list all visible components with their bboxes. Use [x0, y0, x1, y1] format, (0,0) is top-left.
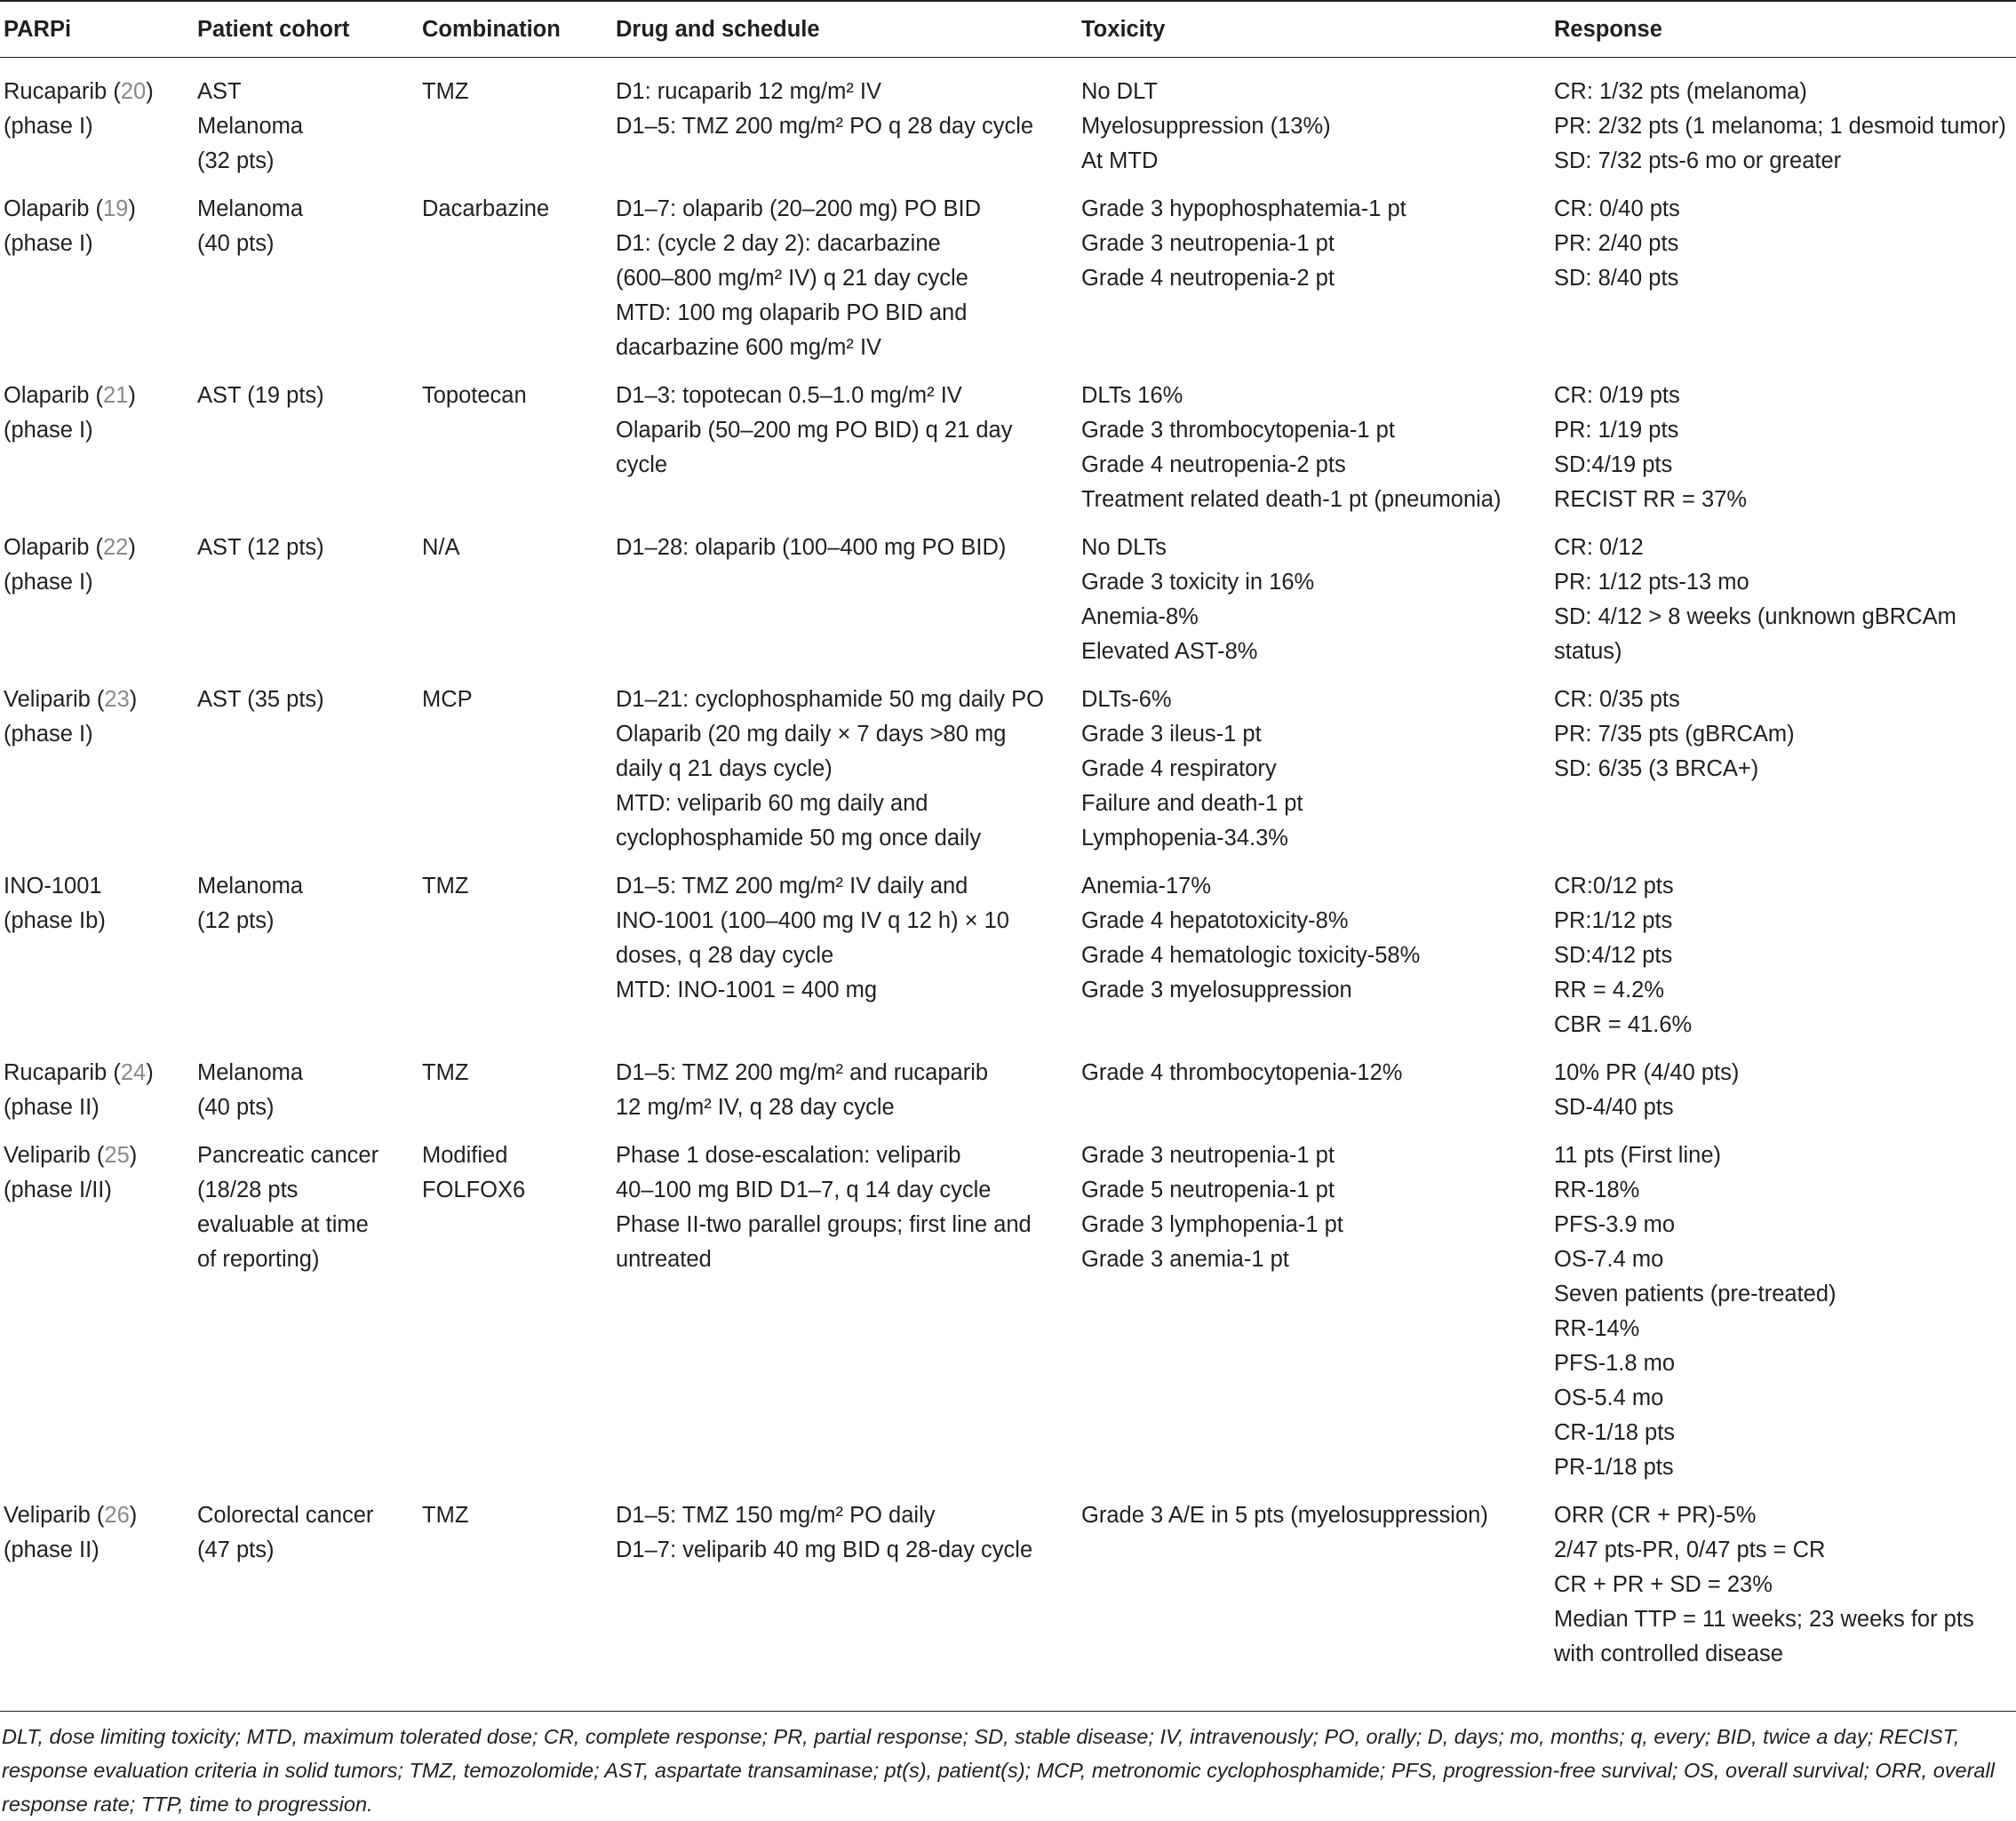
cell-line: Treatment related death-1 pt (pneumonia): [1081, 487, 1502, 512]
cell-line: [4, 109, 190, 144]
cell-line: D1: (cycle 2 day 2): dacarbazine: [616, 231, 941, 256]
cell-line: DLTs-6%: [1081, 687, 1172, 712]
patient-cohort-cell: [194, 192, 418, 379]
cell-line: INO-1001 (100–400 mg IV q 12 h) × 10: [616, 908, 1009, 933]
cell-line: Grade 4 neutropenia-2 pt: [1081, 266, 1335, 291]
drug-name: Veliparib (: [4, 1143, 105, 1168]
cell-line: [4, 1173, 190, 1208]
cell-line: CR: 1/32 pts (melanoma): [1554, 79, 1807, 104]
table-row: [0, 379, 2016, 531]
table-row: [0, 192, 2016, 379]
cell-line: MTD: INO-1001 = 400 mg: [616, 978, 878, 1002]
cell-line: RECIST RR = 37%: [1554, 487, 1748, 512]
header-row: [0, 0, 2016, 59]
parpi-cell: [0, 59, 194, 192]
drug-name: (phase I): [4, 722, 93, 747]
parpi-cell: [0, 1138, 194, 1498]
drug-schedule-cell: [612, 531, 1078, 683]
cell-line: Grade 3 toxicity in 16%: [1081, 570, 1315, 595]
table-footnote: DLT, dose limiting toxicity; MTD, maximum tolerated dose; CR, complete response; PR, partial response; SD, stable disease; IV, intravenously; PO, orally; D, days; mo, months; q, every; BID, twice a day; RECIST, response evaluation criteria in solid tumors; TMZ, temozolomide; AST, aspartate transaminase; pt(s), patient(s); MCP, metronomic cyclophosphamide; PFS, progression-free survival; OS, overall survival; ORR, overall response rate; TTP, time to progression.: [2, 1725, 1995, 1816]
cell-line: Elevated AST-8%: [1081, 639, 1258, 664]
cell-line: of reporting): [197, 1247, 320, 1272]
reference-close: ): [129, 1143, 138, 1168]
cell-line: Melanoma: [197, 114, 304, 139]
cell-line: CR: 0/19 pts: [1554, 383, 1680, 408]
cell-line: (47 pts): [197, 1537, 275, 1562]
reference-close: ): [129, 1503, 138, 1528]
cell-line: PR: 1/19 pts: [1554, 418, 1679, 443]
cell-line: 12 mg/m² IV, q 28 day cycle: [616, 1095, 895, 1120]
cell-line: MTD: 100 mg olaparib PO BID and: [616, 300, 968, 325]
toxicity-cell: [1078, 683, 1550, 869]
reference-close: ): [129, 687, 138, 712]
cell-line: CR: 0/12: [1554, 535, 1644, 560]
table-row: [0, 531, 2016, 683]
cell-line: [4, 192, 190, 227]
table-row: [0, 683, 2016, 869]
patient-cohort-cell: [194, 531, 418, 683]
patient-cohort-cell: [194, 59, 418, 192]
cell-line: RR-18%: [1554, 1178, 1640, 1202]
header-drug-and-schedule: Drug and schedule: [616, 17, 820, 42]
cell-line: AST (19 pts): [197, 383, 324, 408]
table-row: [0, 1498, 2016, 1685]
table-row: [0, 1138, 2016, 1498]
cell-line: TMZ: [422, 874, 469, 899]
cell-line: OS-7.4 mo: [1554, 1247, 1664, 1272]
cell-line: SD: 8/40 pts: [1554, 266, 1679, 291]
cell-line: [4, 1138, 190, 1173]
cell-line: ORR (CR + PR)-5%: [1554, 1503, 1757, 1528]
cell-line: Grade 5 neutropenia-1 pt: [1081, 1178, 1335, 1202]
drug-name: Olaparib (: [4, 383, 103, 408]
cell-line: MCP: [422, 687, 473, 712]
drug-name: Rucaparib (: [4, 1060, 121, 1085]
cell-line: SD:4/12 pts: [1554, 943, 1673, 968]
cell-line: daily q 21 days cycle): [616, 756, 833, 781]
cell-line: 2/47 pts-PR, 0/47 pts = CR: [1554, 1537, 1826, 1562]
cell-line: Olaparib (20 mg daily × 7 days >80 mg: [616, 722, 1007, 747]
drug-name: (phase I/II): [4, 1178, 112, 1202]
cell-line: FOLFOX6: [422, 1178, 526, 1202]
header-response: Response: [1554, 17, 1662, 42]
parpi-cell: [0, 1498, 194, 1685]
drug-schedule-cell: [612, 379, 1078, 531]
header-combination: Combination: [422, 17, 561, 42]
reference-close: ): [146, 79, 154, 104]
header-parpi: PARPi: [4, 17, 72, 42]
response-cell: [1550, 531, 2016, 683]
reference-close: ): [128, 196, 136, 221]
cell-line: CR-1/18 pts: [1554, 1420, 1676, 1445]
patient-cohort-cell: [194, 869, 418, 1056]
combination-cell: [418, 1498, 612, 1685]
patient-cohort-cell: [194, 379, 418, 531]
cell-line: Seven patients (pre-treated): [1554, 1282, 1837, 1306]
cell-line: PR: 2/32 pts (1 melanoma; 1 desmoid tumor): [1554, 114, 2006, 139]
header-toxicity: Toxicity: [1081, 17, 1166, 42]
combination-cell: [418, 869, 612, 1056]
cell-line: TMZ: [422, 79, 469, 104]
cell-line: (32 pts): [197, 148, 275, 173]
toxicity-cell: [1078, 531, 1550, 683]
parpi-cell: [0, 1056, 194, 1138]
cell-line: SD:4/19 pts: [1554, 452, 1673, 477]
cell-line: PR:1/12 pts: [1554, 908, 1673, 933]
cell-line: Lymphopenia-34.3%: [1081, 826, 1288, 851]
cell-line: Grade 4 thrombocytopenia-12%: [1081, 1060, 1403, 1085]
cell-line: with controlled disease: [1554, 1641, 1783, 1666]
reference-close: ): [146, 1060, 154, 1085]
patient-cohort-cell: [194, 1056, 418, 1138]
cell-line: Melanoma: [197, 874, 304, 899]
response-cell: [1550, 869, 2016, 1056]
cell-line: evaluable at time: [197, 1212, 369, 1237]
drug-schedule-cell: [612, 192, 1078, 379]
cell-line: AST (35 pts): [197, 687, 324, 712]
cell-line: [4, 565, 190, 600]
cell-line: Grade 4 hematologic toxicity-58%: [1081, 943, 1421, 968]
combination-cell: [418, 59, 612, 192]
cell-line: Olaparib (50–200 mg PO BID) q 21 day: [616, 418, 1013, 443]
response-cell: [1550, 683, 2016, 869]
cell-line: AST: [197, 79, 242, 104]
cell-line: Grade 4 respiratory: [1081, 756, 1277, 781]
cell-line: RR-14%: [1554, 1316, 1640, 1341]
cell-line: Colorectal cancer: [197, 1503, 374, 1528]
cell-line: 11 pts (First line): [1554, 1143, 1721, 1168]
cell-line: SD: 4/12 > 8 weeks (unknown gBRCAm: [1554, 604, 1956, 629]
table-row: [0, 59, 2016, 192]
reference-link[interactable]: 25: [104, 1143, 130, 1168]
response-cell: [1550, 1138, 2016, 1498]
response-cell: [1550, 192, 2016, 379]
drug-name: Veliparib (: [4, 687, 105, 712]
parpi-cell: [0, 379, 194, 531]
cell-line: D1–5: TMZ 200 mg/m² PO q 28 day cycle: [616, 114, 1034, 139]
drug-schedule-cell: [612, 1056, 1078, 1138]
cell-line: N/A: [422, 535, 460, 560]
reference-link[interactable]: 21: [102, 383, 129, 408]
cell-line: [4, 904, 190, 938]
cell-line: PR: 1/12 pts-13 mo: [1554, 570, 1749, 595]
cell-line: PR: 2/40 pts: [1554, 231, 1679, 256]
reference-link[interactable]: 24: [120, 1060, 147, 1085]
table-bottom-rule: [0, 1711, 2016, 1712]
cell-line: TMZ: [422, 1060, 469, 1085]
cell-line: CR:0/12 pts: [1554, 874, 1674, 899]
cell-line: Pancreatic cancer: [197, 1143, 379, 1168]
cell-line: [4, 227, 190, 261]
cell-line: Melanoma: [197, 1060, 304, 1085]
cell-line: Grade 4 hepatotoxicity-8%: [1081, 908, 1349, 933]
drug-schedule-cell: [612, 683, 1078, 869]
header-patient-cohort: Patient cohort: [197, 17, 350, 42]
cell-line: 10% PR (4/40 pts): [1554, 1060, 1740, 1085]
cell-line: Grade 3 lymphopenia-1 pt: [1081, 1212, 1343, 1237]
response-cell: [1550, 1056, 2016, 1138]
drug-name: (phase I): [4, 570, 93, 595]
combination-cell: [418, 379, 612, 531]
cell-line: [4, 379, 190, 413]
response-cell: [1550, 59, 2016, 192]
cell-line: RR = 4.2%: [1554, 978, 1665, 1002]
cell-line: D1–5: TMZ 200 mg/m² and rucaparib: [616, 1060, 989, 1085]
cell-line: D1–21: cyclophosphamide 50 mg daily PO: [616, 687, 1044, 712]
cell-line: Grade 3 neutropenia-1 pt: [1081, 1143, 1335, 1168]
table-row: [0, 869, 2016, 1056]
reference-link[interactable]: 22: [102, 535, 129, 560]
patient-cohort-cell: [194, 683, 418, 869]
cell-line: Topotecan: [422, 383, 527, 408]
cell-line: D1–7: veliparib 40 mg BID q 28-day cycle: [616, 1537, 1033, 1562]
cell-line: D1–7: olaparib (20–200 mg) PO BID: [616, 196, 982, 221]
cell-line: MTD: veliparib 60 mg daily and: [616, 791, 928, 816]
cell-line: No DLTs: [1081, 535, 1167, 560]
cell-line: (40 pts): [197, 231, 275, 256]
cell-line: D1–3: topotecan 0.5–1.0 mg/m² IV: [616, 383, 962, 408]
toxicity-cell: [1078, 1056, 1550, 1138]
cell-line: (12 pts): [197, 908, 275, 933]
cell-line: SD: 7/32 pts-6 mo or greater: [1554, 148, 1842, 173]
drug-schedule-cell: [612, 869, 1078, 1056]
cell-line: PFS-3.9 mo: [1554, 1212, 1676, 1237]
cell-line: PR: 7/35 pts (gBRCAm): [1554, 722, 1795, 747]
reference-close: ): [128, 383, 136, 408]
cell-line: CR: 0/35 pts: [1554, 687, 1680, 712]
cell-line: Grade 4 neutropenia-2 pts: [1081, 452, 1346, 477]
drug-schedule-cell: [612, 1138, 1078, 1498]
parpi-cell: [0, 683, 194, 869]
toxicity-cell: [1078, 379, 1550, 531]
cell-line: cycle: [616, 452, 668, 477]
toxicity-cell: [1078, 1138, 1550, 1498]
cell-line: [4, 1090, 190, 1125]
cell-line: Anemia-17%: [1081, 874, 1211, 899]
combination-cell: [418, 1056, 612, 1138]
response-cell: [1550, 1498, 2016, 1685]
combination-cell: [418, 531, 612, 683]
drug-name: (phase II): [4, 1095, 100, 1120]
cell-line: 40–100 mg BID D1–7, q 14 day cycle: [616, 1178, 992, 1202]
cell-line: SD-4/40 pts: [1554, 1095, 1674, 1120]
patient-cohort-cell: [194, 1138, 418, 1498]
cell-line: Grade 3 myelosuppression: [1081, 978, 1352, 1002]
cell-line: Failure and death-1 pt: [1081, 791, 1303, 816]
cell-line: TMZ: [422, 1503, 469, 1528]
patient-cohort-cell: [194, 1498, 418, 1685]
cell-line: Phase II-two parallel groups; first line and: [616, 1212, 1032, 1237]
toxicity-cell: [1078, 192, 1550, 379]
cell-line: CR + PR + SD = 23%: [1554, 1572, 1773, 1597]
cell-line: Phase 1 dose-escalation: veliparib: [616, 1143, 961, 1168]
cell-line: (40 pts): [197, 1095, 275, 1120]
cell-line: cyclophosphamide 50 mg once daily: [616, 826, 982, 851]
cell-line: PR-1/18 pts: [1554, 1455, 1674, 1480]
cell-line: D1–5: TMZ 200 mg/m² IV daily and: [616, 874, 968, 899]
drug-name: (phase I): [4, 114, 93, 139]
cell-line: [4, 717, 190, 752]
cell-line: OS-5.4 mo: [1554, 1386, 1664, 1410]
drug-schedule-cell: [612, 1498, 1078, 1685]
cell-line: Grade 3 anemia-1 pt: [1081, 1247, 1289, 1272]
cell-line: CBR = 41.6%: [1554, 1012, 1693, 1037]
drug-name: (phase I): [4, 418, 93, 443]
cell-line: At MTD: [1081, 148, 1159, 173]
drug-name: (phase I): [4, 231, 93, 256]
cell-line: Modified: [422, 1143, 508, 1168]
cell-line: [4, 531, 190, 565]
cell-line: Anemia-8%: [1081, 604, 1199, 629]
table-row: [0, 1056, 2016, 1138]
combination-cell: [418, 192, 612, 379]
cell-line: (600–800 mg/m² IV) q 21 day cycle: [616, 266, 968, 291]
cell-line: Melanoma: [197, 196, 304, 221]
reference-close: ): [128, 535, 136, 560]
cell-line: doses, q 28 day cycle: [616, 943, 834, 968]
cell-line: [4, 869, 190, 904]
drug-name: Rucaparib (: [4, 79, 121, 104]
drug-schedule-cell: [612, 59, 1078, 192]
cell-line: Median TTP = 11 weeks; 23 weeks for pts: [1554, 1607, 1974, 1632]
cell-line: D1: rucaparib 12 mg/m² IV: [616, 79, 882, 104]
cell-line: dacarbazine 600 mg/m² IV: [616, 335, 882, 360]
cell-line: Grade 3 neutropenia-1 pt: [1081, 231, 1335, 256]
parpi-cell: [0, 869, 194, 1056]
response-cell: [1550, 379, 2016, 531]
parpi-cell: [0, 531, 194, 683]
cell-line: [4, 1498, 190, 1533]
cell-line: No DLT: [1081, 79, 1158, 104]
parpi-cell: [0, 192, 194, 379]
cell-line: AST (12 pts): [197, 535, 324, 560]
cell-line: CR: 0/40 pts: [1554, 196, 1680, 221]
drug-name: INO-1001: [4, 874, 102, 899]
cell-line: Grade 3 A/E in 5 pts (myelosuppression): [1081, 1503, 1488, 1528]
drug-name: Olaparib (: [4, 535, 103, 560]
toxicity-cell: [1078, 59, 1550, 192]
toxicity-cell: [1078, 869, 1550, 1056]
cell-line: D1–5: TMZ 150 mg/m² PO daily: [616, 1503, 936, 1528]
cell-line: DLTs 16%: [1081, 383, 1183, 408]
reference-link[interactable]: 23: [104, 687, 130, 712]
drug-name: Veliparib (: [4, 1503, 105, 1528]
cell-line: D1–28: olaparib (100–400 mg PO BID): [616, 535, 1007, 560]
table-body: [0, 59, 2016, 1685]
combination-cell: [418, 683, 612, 869]
cell-line: [4, 75, 190, 109]
cell-line: Dacarbazine: [422, 196, 550, 221]
reference-link[interactable]: 20: [120, 79, 147, 104]
drug-name: (phase Ib): [4, 908, 106, 933]
cell-line: (18/28 pts: [197, 1178, 299, 1202]
cell-line: Grade 3 thrombocytopenia-1 pt: [1081, 418, 1395, 443]
cell-line: untreated: [616, 1247, 712, 1272]
cell-line: [4, 1533, 190, 1568]
drug-name: Olaparib (: [4, 196, 103, 221]
cell-line: PFS-1.8 mo: [1554, 1351, 1676, 1376]
cell-line: status): [1554, 639, 1622, 664]
cell-line: Myelosuppression (13%): [1081, 114, 1331, 139]
drug-name: (phase II): [4, 1537, 100, 1562]
reference-link[interactable]: 19: [102, 196, 129, 221]
cell-line: [4, 683, 190, 717]
toxicity-cell: [1078, 1498, 1550, 1685]
cell-line: Grade 3 hypophosphatemia-1 pt: [1081, 196, 1406, 221]
reference-link[interactable]: 26: [104, 1503, 130, 1528]
cell-line: [4, 413, 190, 448]
cell-line: [4, 1056, 190, 1090]
cell-line: Grade 3 ileus-1 pt: [1081, 722, 1262, 747]
combination-cell: [418, 1138, 612, 1498]
cell-line: SD: 6/35 (3 BRCA+): [1554, 756, 1759, 781]
